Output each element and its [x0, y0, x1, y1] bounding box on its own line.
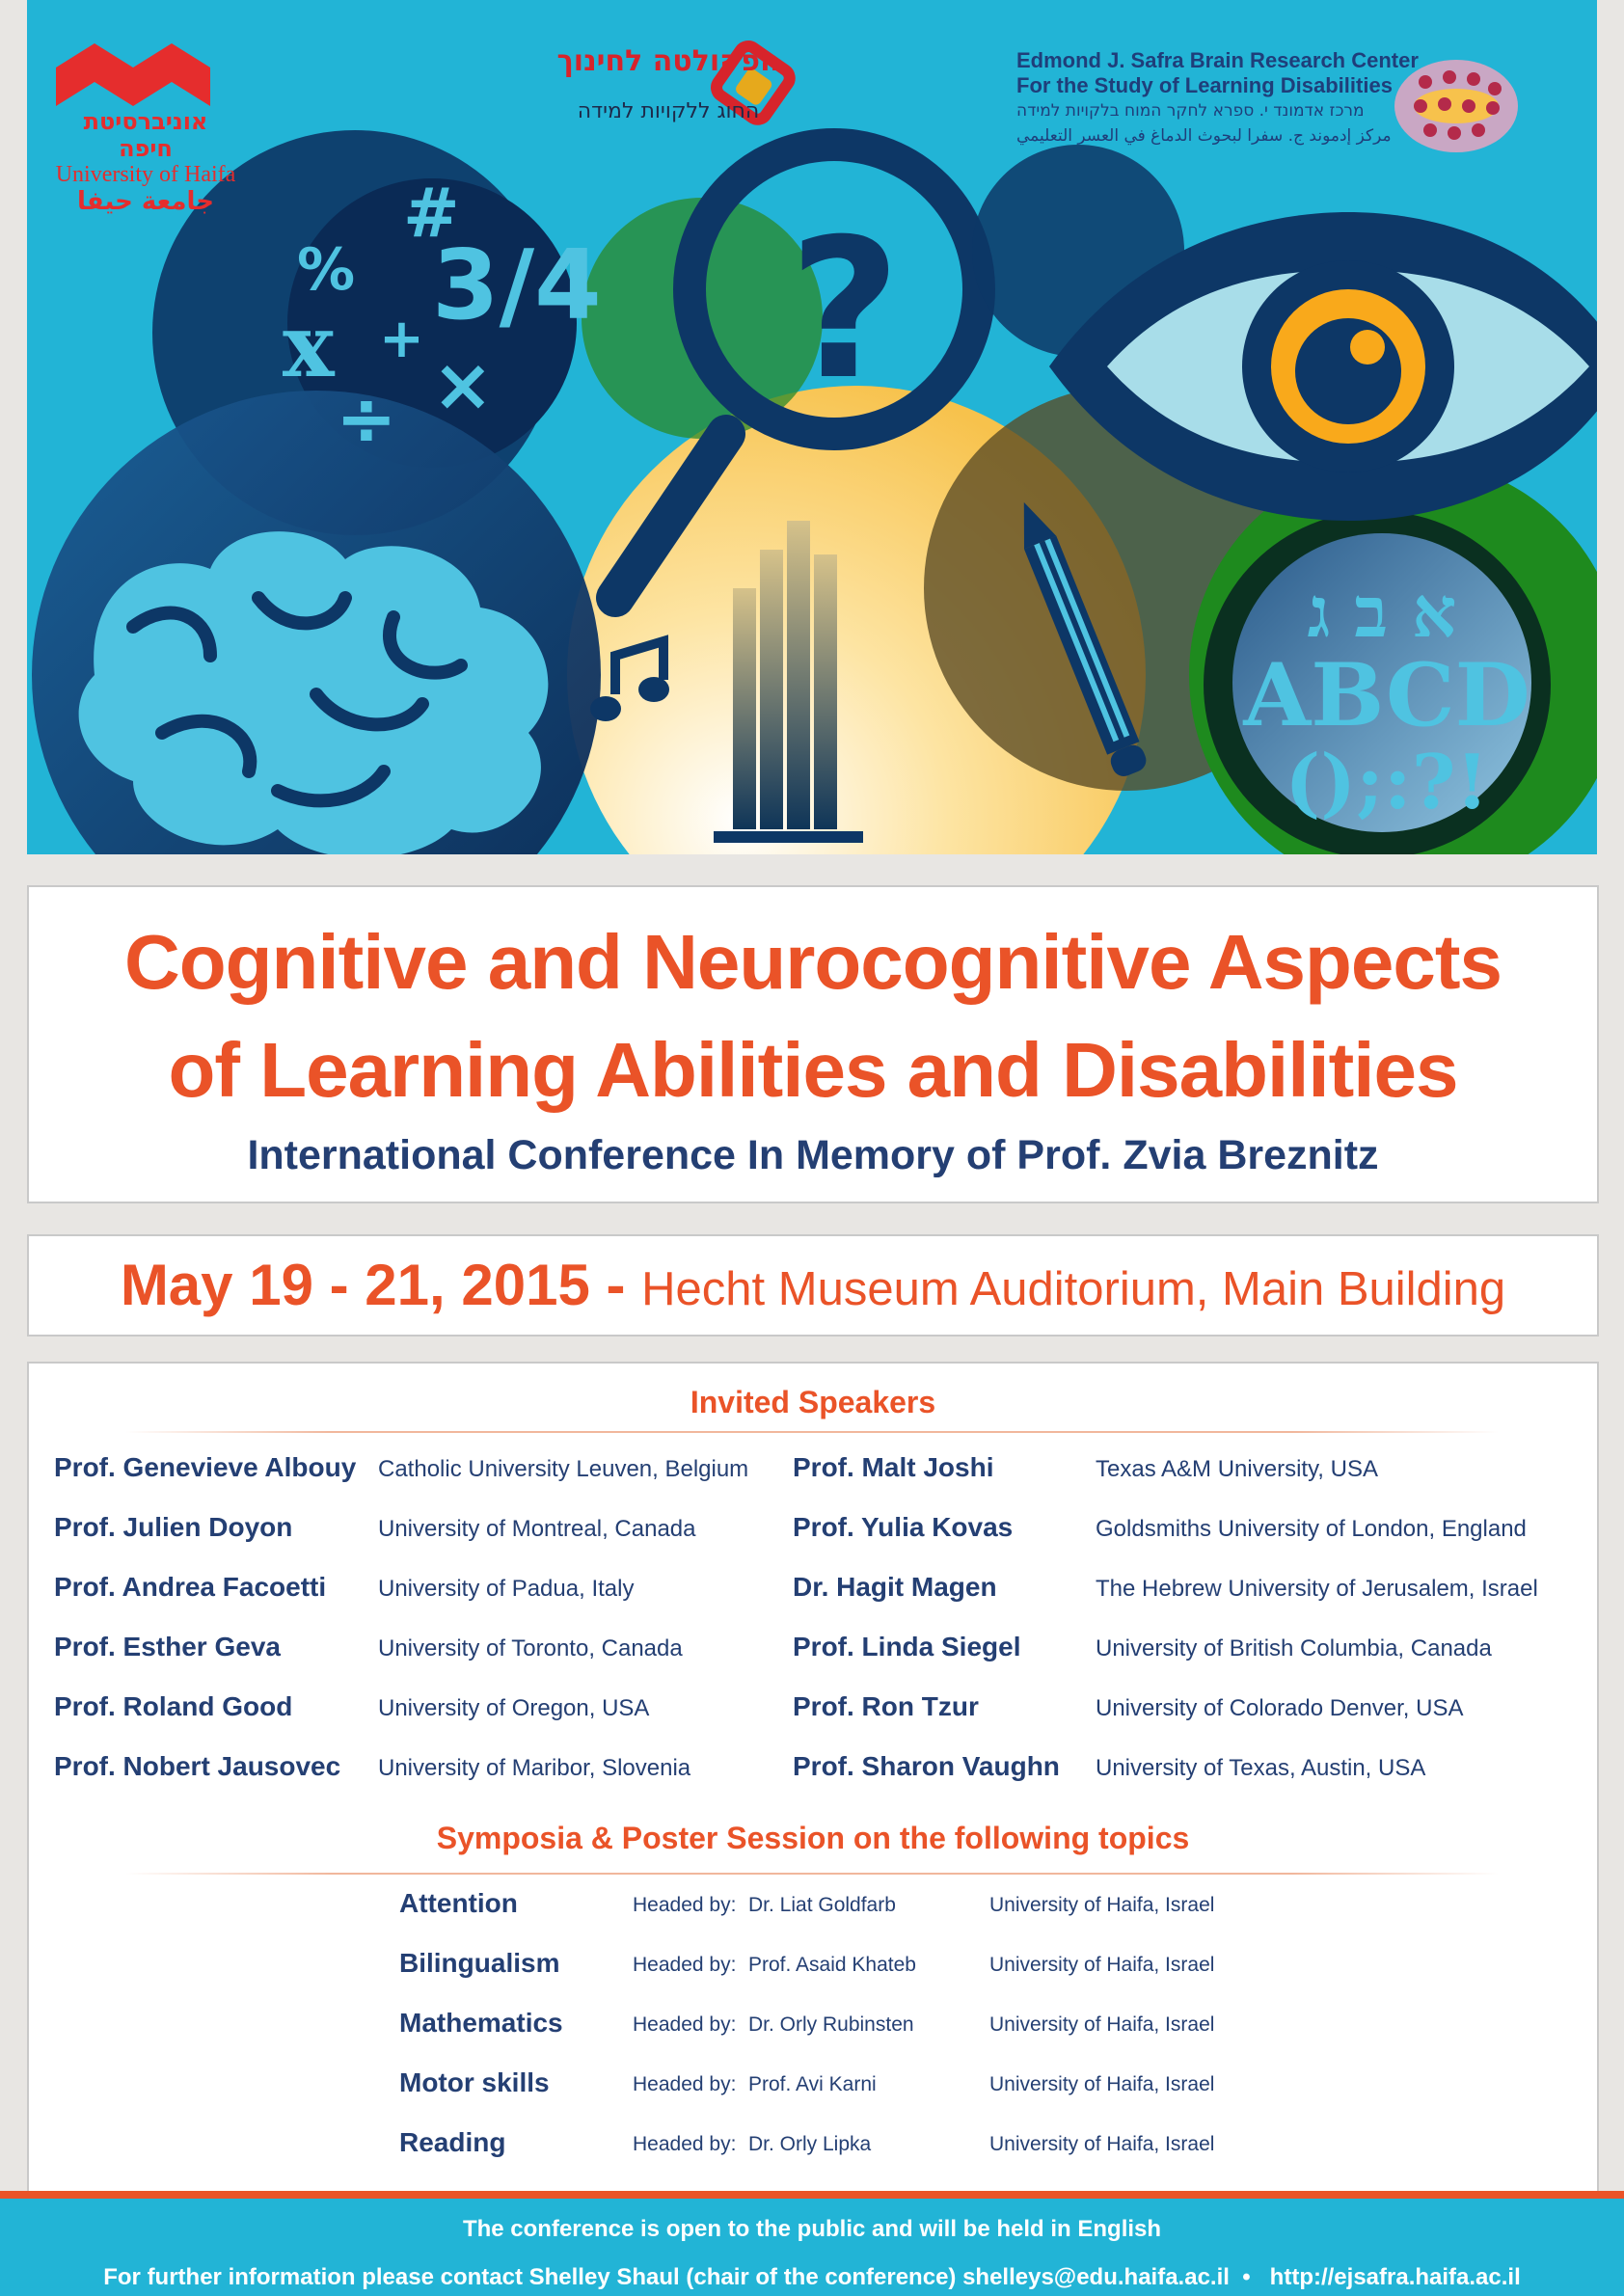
faculty-logo — [509, 44, 827, 123]
symposium-affiliation: University of Haifa, Israel — [989, 2013, 1215, 2036]
speaker-affiliation: Catholic University Leuven, Belgium — [378, 1456, 749, 1482]
speaker-name: Prof. Roland Good — [54, 1691, 293, 1721]
haifa-english: University of Haifa — [55, 162, 236, 187]
symposium-affiliation: University of Haifa, Israel — [989, 2073, 1215, 2095]
speaker-name: Dr. Hagit Magen — [793, 1572, 997, 1602]
speaker-name: Prof. Andrea Facoetti — [54, 1572, 327, 1602]
headed-by-label: Headed by: — [633, 2013, 737, 2036]
speakers-heading: Invited Speakers — [690, 1385, 936, 1419]
footer-bar — [0, 2191, 1624, 2296]
speaker-affiliation: University of Montreal, Canada — [378, 1516, 696, 1542]
speaker-name: Prof. Genevieve Albouy — [54, 1452, 357, 1482]
bar-4 — [814, 554, 837, 829]
footer-contact: For further information please contact Shelley Shaul (chair of the conference) shelleys@edu.haifa.ac.il • http://ejsafra.haifa.ac.il — [103, 2264, 1521, 2290]
speaker-name: Prof. Julien Doyon — [54, 1512, 293, 1542]
divide-symbol: ÷ — [336, 375, 397, 461]
symposium-topic: Mathematics — [399, 2008, 563, 2038]
symposium-head: Dr. Orly Lipka — [748, 2133, 872, 2155]
haifa-logo — [54, 41, 237, 216]
speaker-affiliation: University of Colorado Denver, USA — [1096, 1695, 1464, 1721]
percent-symbol: % — [297, 236, 356, 304]
conference-subtitle: International Conference In Memory of Prof. Zvia Breznitz — [247, 1132, 1379, 1178]
bar-1 — [733, 588, 756, 829]
conference-title-line1: Cognitive and Neurocognitive Aspects — [124, 919, 1502, 1005]
hebrew-letters: א ב ג — [1307, 571, 1457, 653]
event-date: May 19 - 21, 2015 — [120, 1253, 590, 1317]
footer-notice: The conference is open to the public and will be held in English — [462, 2216, 1162, 2242]
symposium-affiliation: University of Haifa, Israel — [989, 1894, 1215, 1916]
symposia-heading: Symposia & Poster Session on the following topics — [436, 1821, 1190, 1855]
hero-illustration — [27, 0, 1597, 854]
bar-3 — [787, 521, 810, 829]
speaker-row — [29, 1691, 1597, 1734]
speaker-name: Prof. Linda Siegel — [793, 1632, 1021, 1661]
speaker-row — [29, 1572, 1597, 1614]
symposium-topic: Bilingualism — [399, 1948, 560, 1978]
safra-arabic: مركز إدموند ج. سفرا لبحوث الدماغ في العسر التعليمي — [1016, 126, 1392, 146]
faculty-dept: החוג ללקויות למידה — [577, 99, 760, 123]
latin-letters: ABCD — [1243, 644, 1530, 746]
headed-by-label: Headed by: — [633, 2133, 737, 2155]
speaker-name: Prof. Malt Joshi — [793, 1452, 994, 1482]
symposia-divider — [125, 1873, 1499, 1875]
speaker-name: Prof. Nobert Jausovec — [54, 1751, 341, 1781]
symposium-head: Prof. Asaid Khateb — [748, 1954, 916, 1976]
symposium-row — [29, 2008, 1597, 2050]
headed-by-label: Headed by: — [633, 2073, 737, 2095]
speaker-affiliation: University of Oregon, USA — [378, 1695, 650, 1721]
bar-base — [714, 831, 863, 843]
symposium-head: Dr. Orly Rubinsten — [748, 2013, 914, 2036]
speaker-row — [29, 1751, 1597, 1794]
symposium-topic: Motor skills — [399, 2067, 550, 2097]
speaker-row — [29, 1512, 1597, 1554]
times-symbol: × — [432, 341, 494, 427]
fraction-symbol: 3/4 — [432, 229, 602, 341]
haifa-arabic: جامعة حيفا — [77, 187, 214, 216]
haifa-hebrew: אוניברסיטת חיפה — [83, 108, 208, 162]
punctuation-symbols: ();:?! — [1285, 739, 1489, 826]
symposium-row — [29, 1888, 1597, 1931]
speaker-affiliation: University of Padua, Italy — [378, 1576, 635, 1602]
safra-logo — [1016, 48, 1441, 149]
speaker-row — [29, 1452, 1597, 1495]
speaker-affiliation: University of Maribor, Slovenia — [378, 1755, 691, 1781]
question-symbol: ? — [789, 198, 902, 422]
speaker-name: Prof. Ron Tzur — [793, 1691, 979, 1721]
speaker-name: Prof. Sharon Vaughn — [793, 1751, 1060, 1781]
symposium-topic: Attention — [399, 1888, 518, 1918]
symposium-topic: Reading — [399, 2127, 506, 2157]
conference-title-line2: of Learning Abilities and Disabilities — [168, 1027, 1458, 1113]
bar-2 — [760, 550, 783, 829]
music-note-icon — [590, 696, 621, 721]
speaker-affiliation: University of Texas, Austin, USA — [1096, 1755, 1426, 1781]
speaker-name: Prof. Yulia Kovas — [793, 1512, 1014, 1542]
event-separator: - — [589, 1253, 642, 1317]
symposium-row — [29, 2067, 1597, 2110]
headed-by-label: Headed by: — [633, 1954, 737, 1976]
event-venue: Hecht Museum Auditorium, Main Building — [641, 1263, 1506, 1315]
x-symbol: x — [283, 295, 335, 397]
plus-symbol: + — [379, 308, 424, 370]
hash-symbol: # — [403, 174, 460, 253]
symposium-row — [29, 2127, 1597, 2170]
title-box — [27, 885, 1599, 1203]
headed-by-label: Headed by: — [633, 1894, 737, 1916]
speaker-row — [29, 1632, 1597, 1674]
safra-hebrew: מרכז אדמונד י. ספרא לחקר המוח בלקויות למידה — [1016, 101, 1365, 121]
speaker-name: Prof. Esther Geva — [54, 1632, 281, 1661]
symposium-head: Prof. Avi Karni — [748, 2073, 877, 2095]
safra-line2: For the Study of Learning Disabilities — [1016, 73, 1393, 97]
info-box — [27, 1362, 1599, 2195]
speaker-affiliation: University of British Columbia, Canada — [1096, 1635, 1492, 1661]
speakers-divider — [125, 1431, 1499, 1433]
date-venue-box — [27, 1234, 1599, 1337]
speaker-affiliation: The Hebrew University of Jerusalem, Israel — [1096, 1576, 1538, 1602]
speaker-affiliation: Goldsmiths University of London, England — [1096, 1516, 1527, 1542]
symposium-affiliation: University of Haifa, Israel — [989, 1954, 1215, 1976]
speaker-affiliation: University of Toronto, Canada — [378, 1635, 683, 1661]
speaker-affiliation: Texas A&M University, USA — [1096, 1456, 1378, 1482]
safra-line1: Edmond J. Safra Brain Research Center — [1016, 48, 1419, 72]
symposium-affiliation: University of Haifa, Israel — [989, 2133, 1215, 2155]
symposium-row — [29, 1948, 1597, 1990]
faculty-hebrew: הפקולטה לחינוך — [556, 44, 780, 78]
symposium-head: Dr. Liat Goldfarb — [748, 1894, 896, 1916]
